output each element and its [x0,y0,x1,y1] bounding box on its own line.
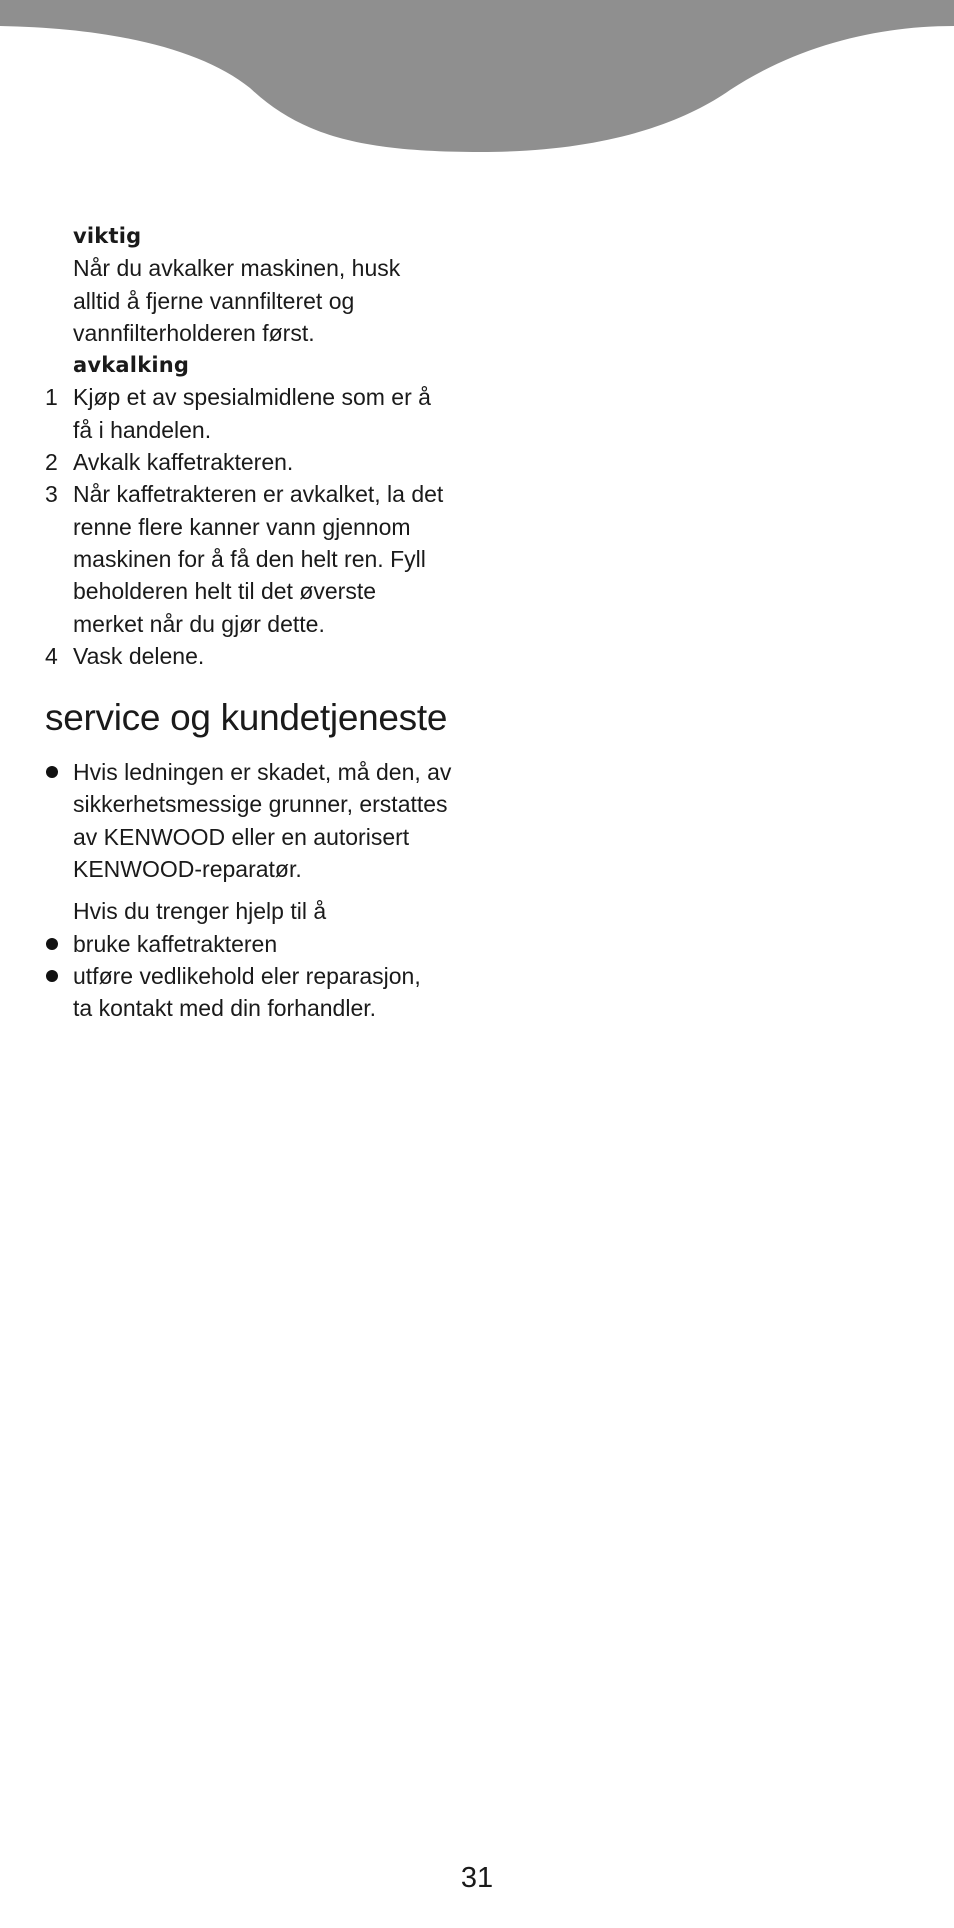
bullet-line: utføre vedlikehold eler reparasjon, [73,962,421,989]
important-heading: viktig [73,224,142,248]
step-line: Vask delene. [73,642,205,669]
bullet-line: ta kontakt med din forhandler. [73,995,377,1022]
bullet-line: KENWOOD-reparatør. [73,856,302,883]
step-number: 2 [45,449,58,476]
important-line: alltid å fjerne vannfilteret og [73,287,355,314]
important-line: vannfilterholderen først. [73,319,315,346]
page-body [45,220,485,1025]
bullet-line: sikkerhetsmessige grunner, erstattes [73,791,448,818]
step-item [45,446,485,478]
bullet-line: bruke kaffetrakteren [73,930,278,957]
descaling-heading: avkalking [73,353,190,378]
step-line: få i handelen. [73,416,212,443]
bullet-icon [46,766,58,778]
step-line: beholderen helt til det øverste [73,578,377,605]
step-line: renne flere kanner vann gjennom [73,513,411,540]
bullet-item [45,960,485,1025]
step-line: maskinen for å få den helt ren. Fyll [73,545,426,572]
step-line: Kjøp et av spesialmidlene som er å [73,384,431,411]
bullet-line: av KENWOOD eller en autorisert [73,823,410,850]
bullet-icon [46,938,58,950]
step-number: 3 [45,481,58,508]
step-item [45,381,485,446]
step-number: 1 [45,384,58,411]
page-number: 31 [460,1862,494,1894]
bullet-icon [46,970,58,982]
step-item [45,640,485,672]
important-line: Når du avkalker maskinen, husk [73,255,401,282]
header-wave-band [0,0,954,160]
bullet-item [45,756,485,885]
help-intro: Hvis du trenger hjelp til å [73,898,327,925]
bullet-item [45,928,485,960]
bullet-line: Hvis ledningen er skadet, må den, av [73,759,452,786]
step-number: 4 [45,642,58,669]
step-line: Når kaffetrakteren er avkalket, la det [73,481,444,508]
step-item [45,478,485,639]
step-line: merket når du gjør dette. [73,610,325,637]
step-line: Avkalk kaffetrakteren. [73,449,294,476]
service-section-title: service og kundetjeneste [45,697,448,739]
